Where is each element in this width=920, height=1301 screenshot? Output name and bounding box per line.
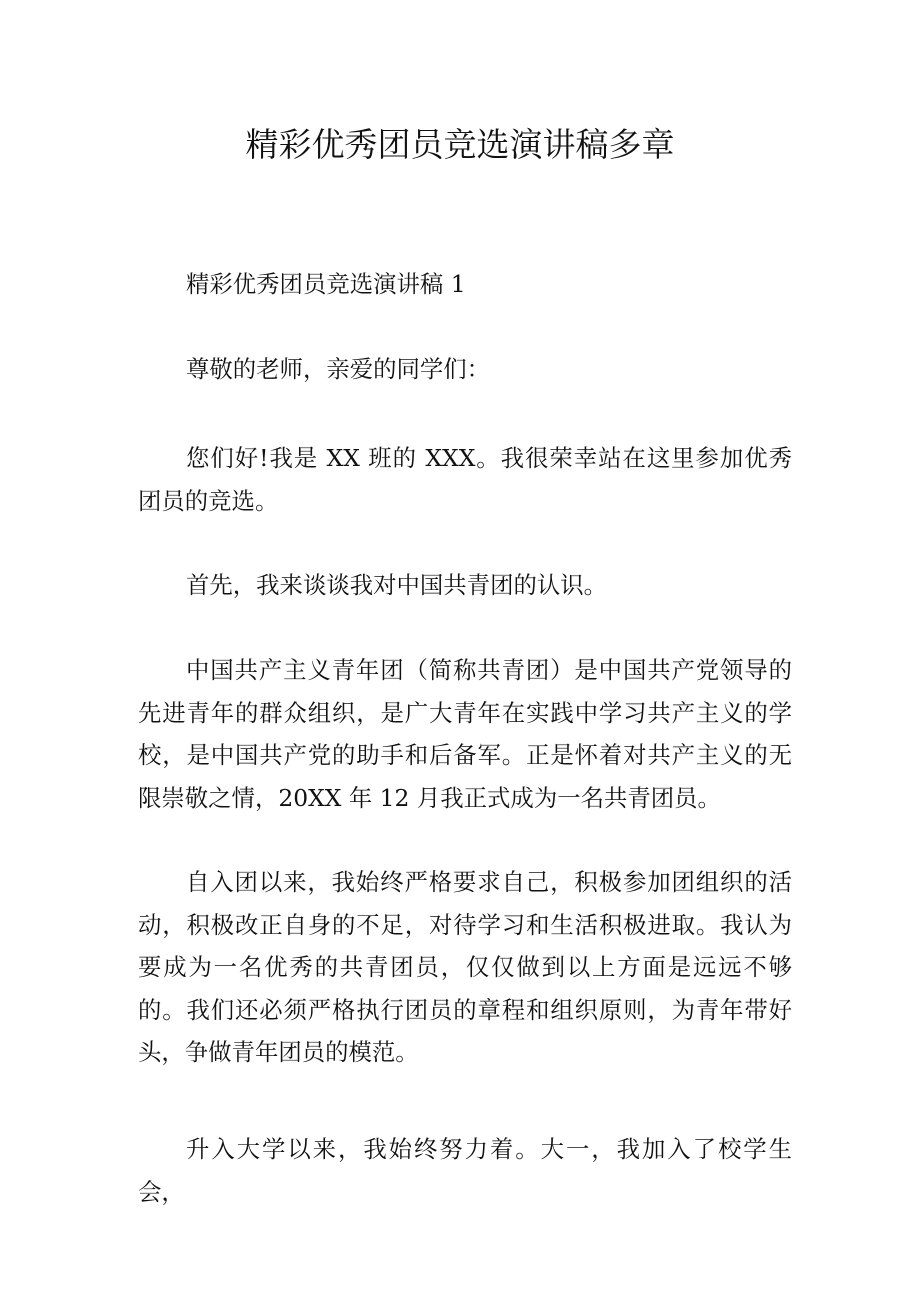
greeting-paragraph: 尊敬的老师，亲爱的同学们： xyxy=(186,355,491,383)
document-title: 精彩优秀团员竞选演讲稿多章 xyxy=(245,125,675,164)
since-joining-paragraph: 自入团以来，我始终严格要求自己，积极参加团组织的活动，积极改正自身的不足，对待学习和生活积极进取。我认为要成为一名优秀的共青团员，仅仅做到以上方面是远远不够的。我们还必须严格执行团员的章程和组织原则，为青年带好头，争做青年团员的模范。 xyxy=(138,868,792,1066)
section-heading: 精彩优秀团员竞选演讲稿 1 xyxy=(186,270,466,298)
university-paragraph: 升入大学以来，我始终努力着。大一，我加入了校学生会， xyxy=(138,1135,792,1206)
intro-paragraph: 您们好!我是 XX 班的 XXX。我很荣幸站在这里参加优秀团员的竞选。 xyxy=(138,444,792,515)
league-paragraph: 中国共产主义青年团（简称共青团）是中国共产党领导的先进青年的群众组织，是广大青年在实践中学习共产主义的学校，是中国共产党的助手和后备军。正是怀着对共产主义的无限崇敬之情，20XX 年 12 月我正式成为一名共青团员。 xyxy=(138,656,792,812)
first-paragraph: 首先，我来谈谈我对中国共青团的认识。 xyxy=(186,571,608,599)
